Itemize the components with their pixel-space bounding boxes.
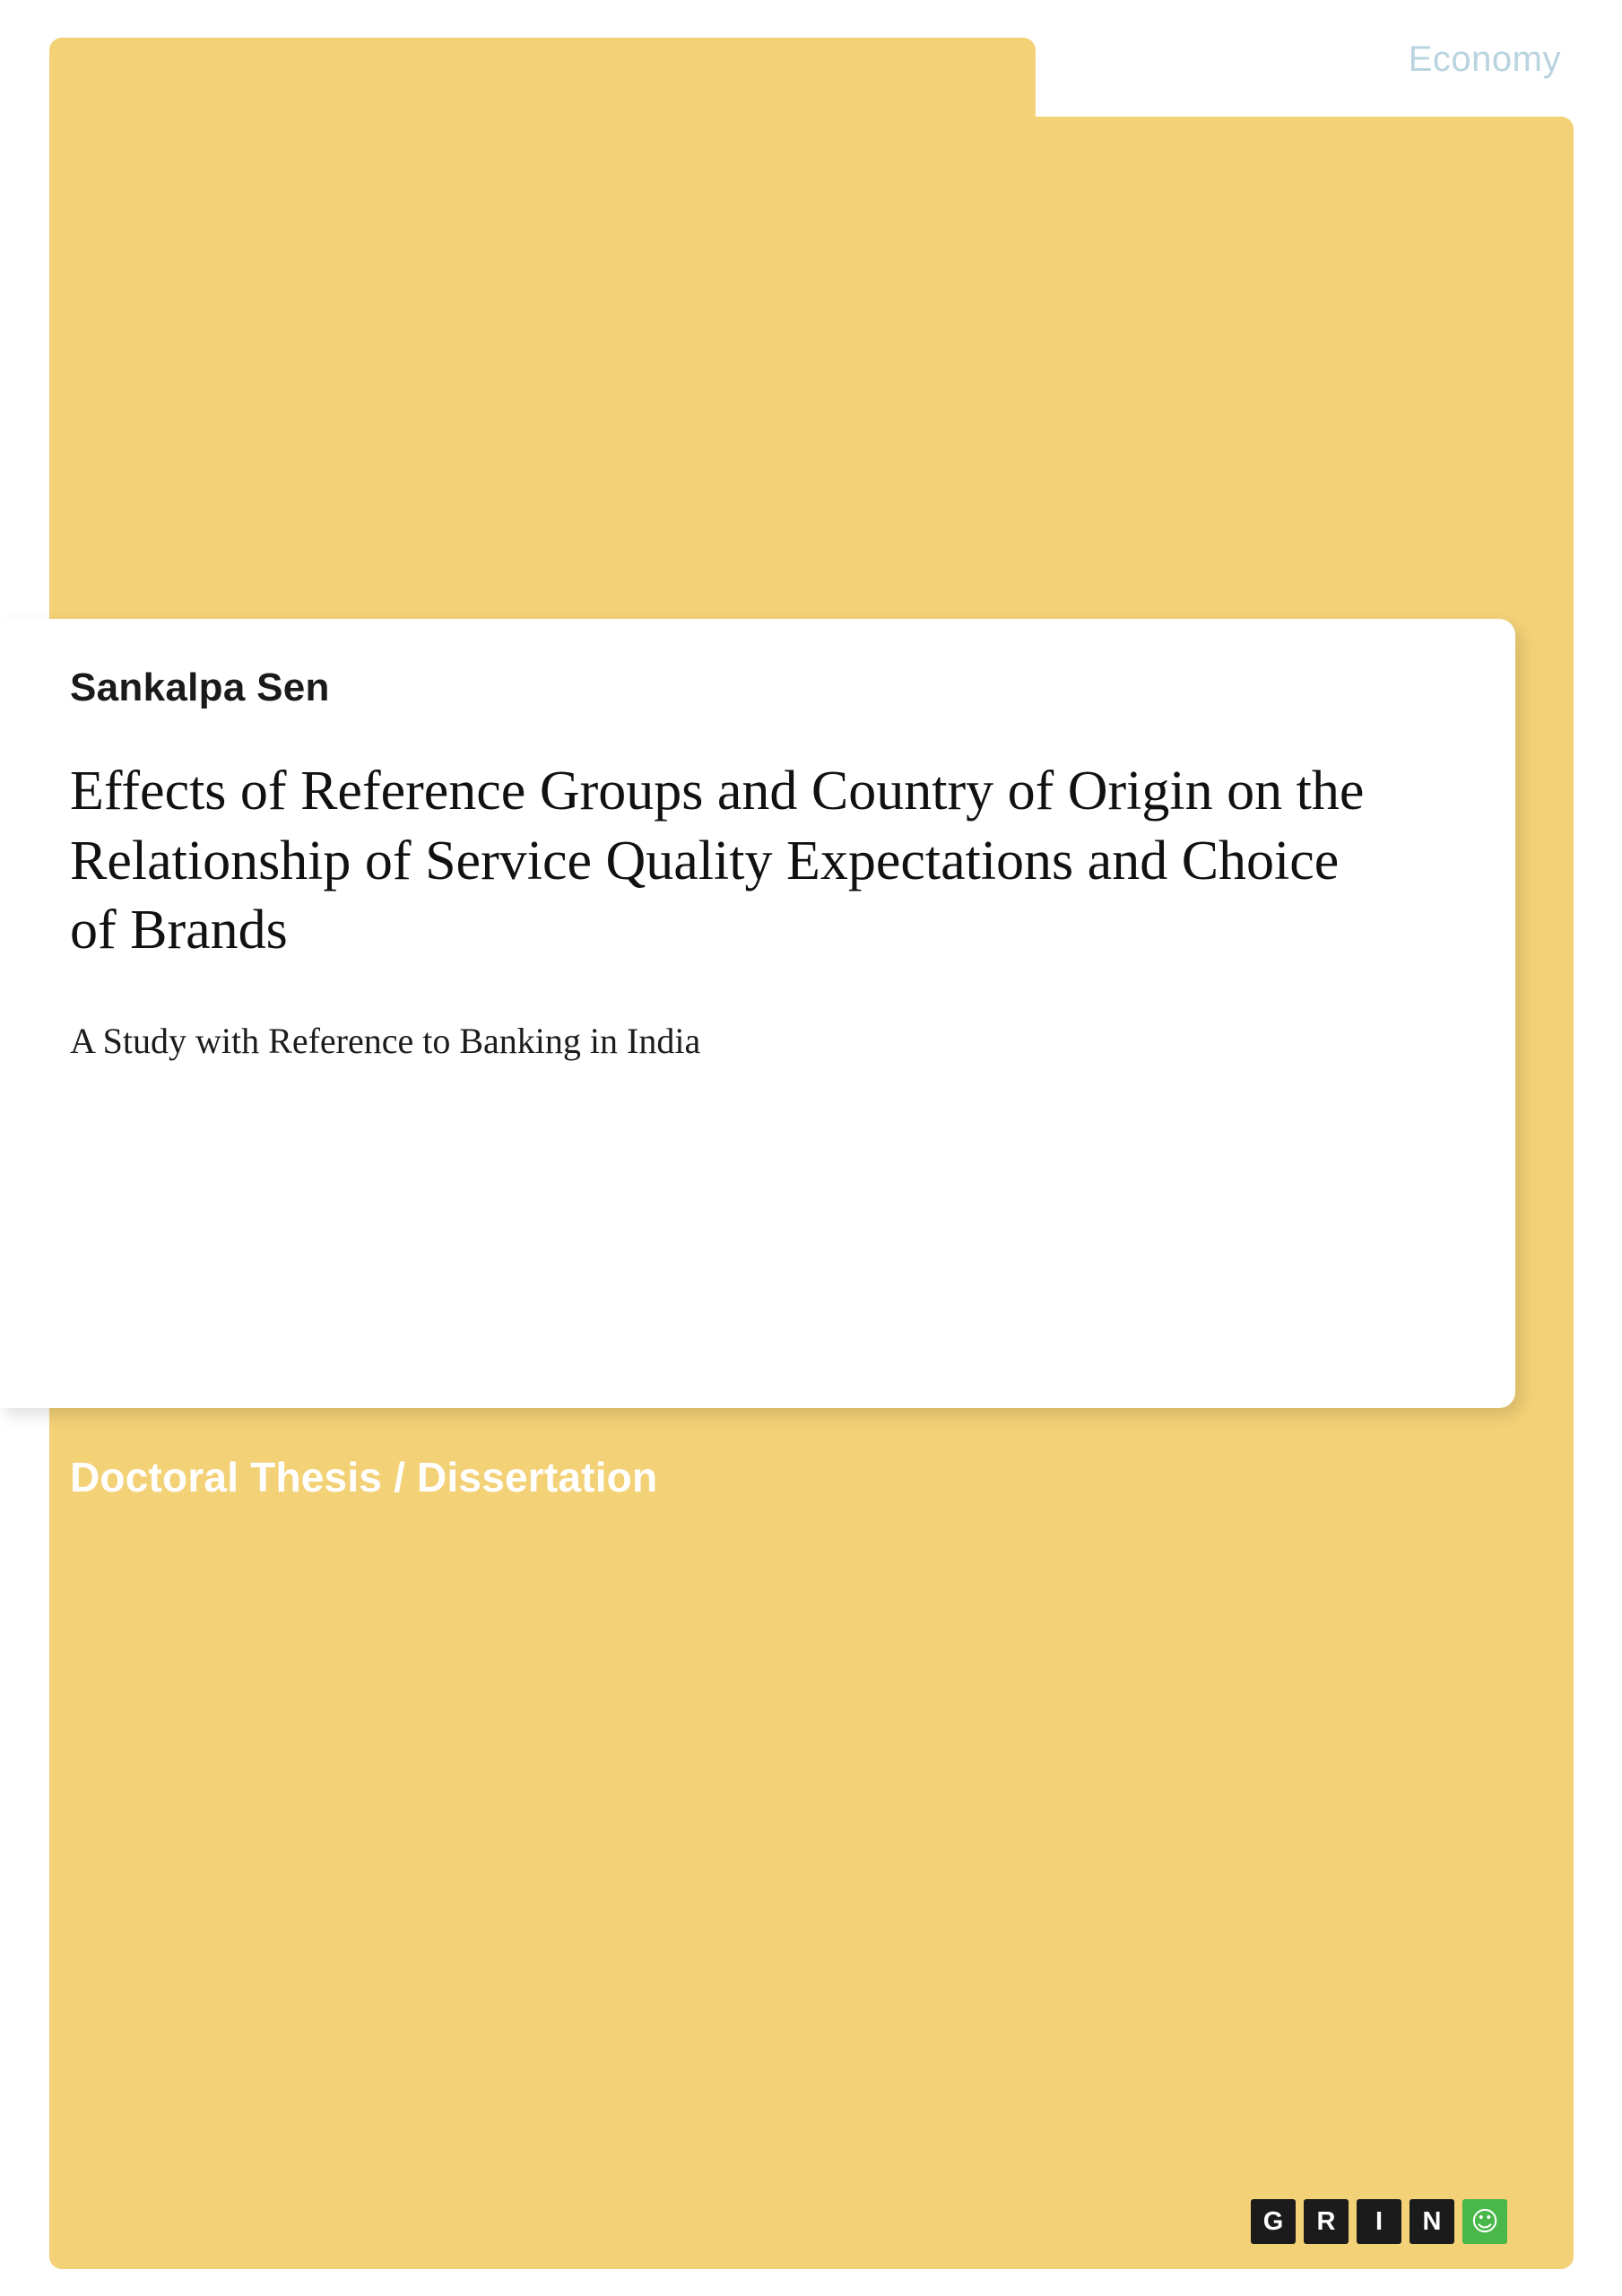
logo-letter-i: I bbox=[1357, 2199, 1401, 2244]
logo-letter-g: G bbox=[1251, 2199, 1296, 2244]
document-type-label: Doctoral Thesis / Dissertation bbox=[70, 1454, 658, 1500]
book-subtitle: A Study with Reference to Banking in India bbox=[70, 1020, 701, 1061]
logo-letter-n: N bbox=[1409, 2199, 1454, 2244]
book-title: Effects of Reference Groups and Country of Origin on the Relationship of Service Quality Expectations and Choice of Brands bbox=[70, 761, 1365, 961]
logo-letter-r: R bbox=[1304, 2199, 1349, 2244]
title-card bbox=[0, 619, 1515, 1408]
smiley-icon: ☺ bbox=[1462, 2199, 1507, 2244]
grin-publisher-logo bbox=[1251, 2199, 1507, 2244]
category-label: Economy bbox=[1408, 39, 1561, 79]
author-name: Sankalpa Sen bbox=[70, 665, 330, 709]
